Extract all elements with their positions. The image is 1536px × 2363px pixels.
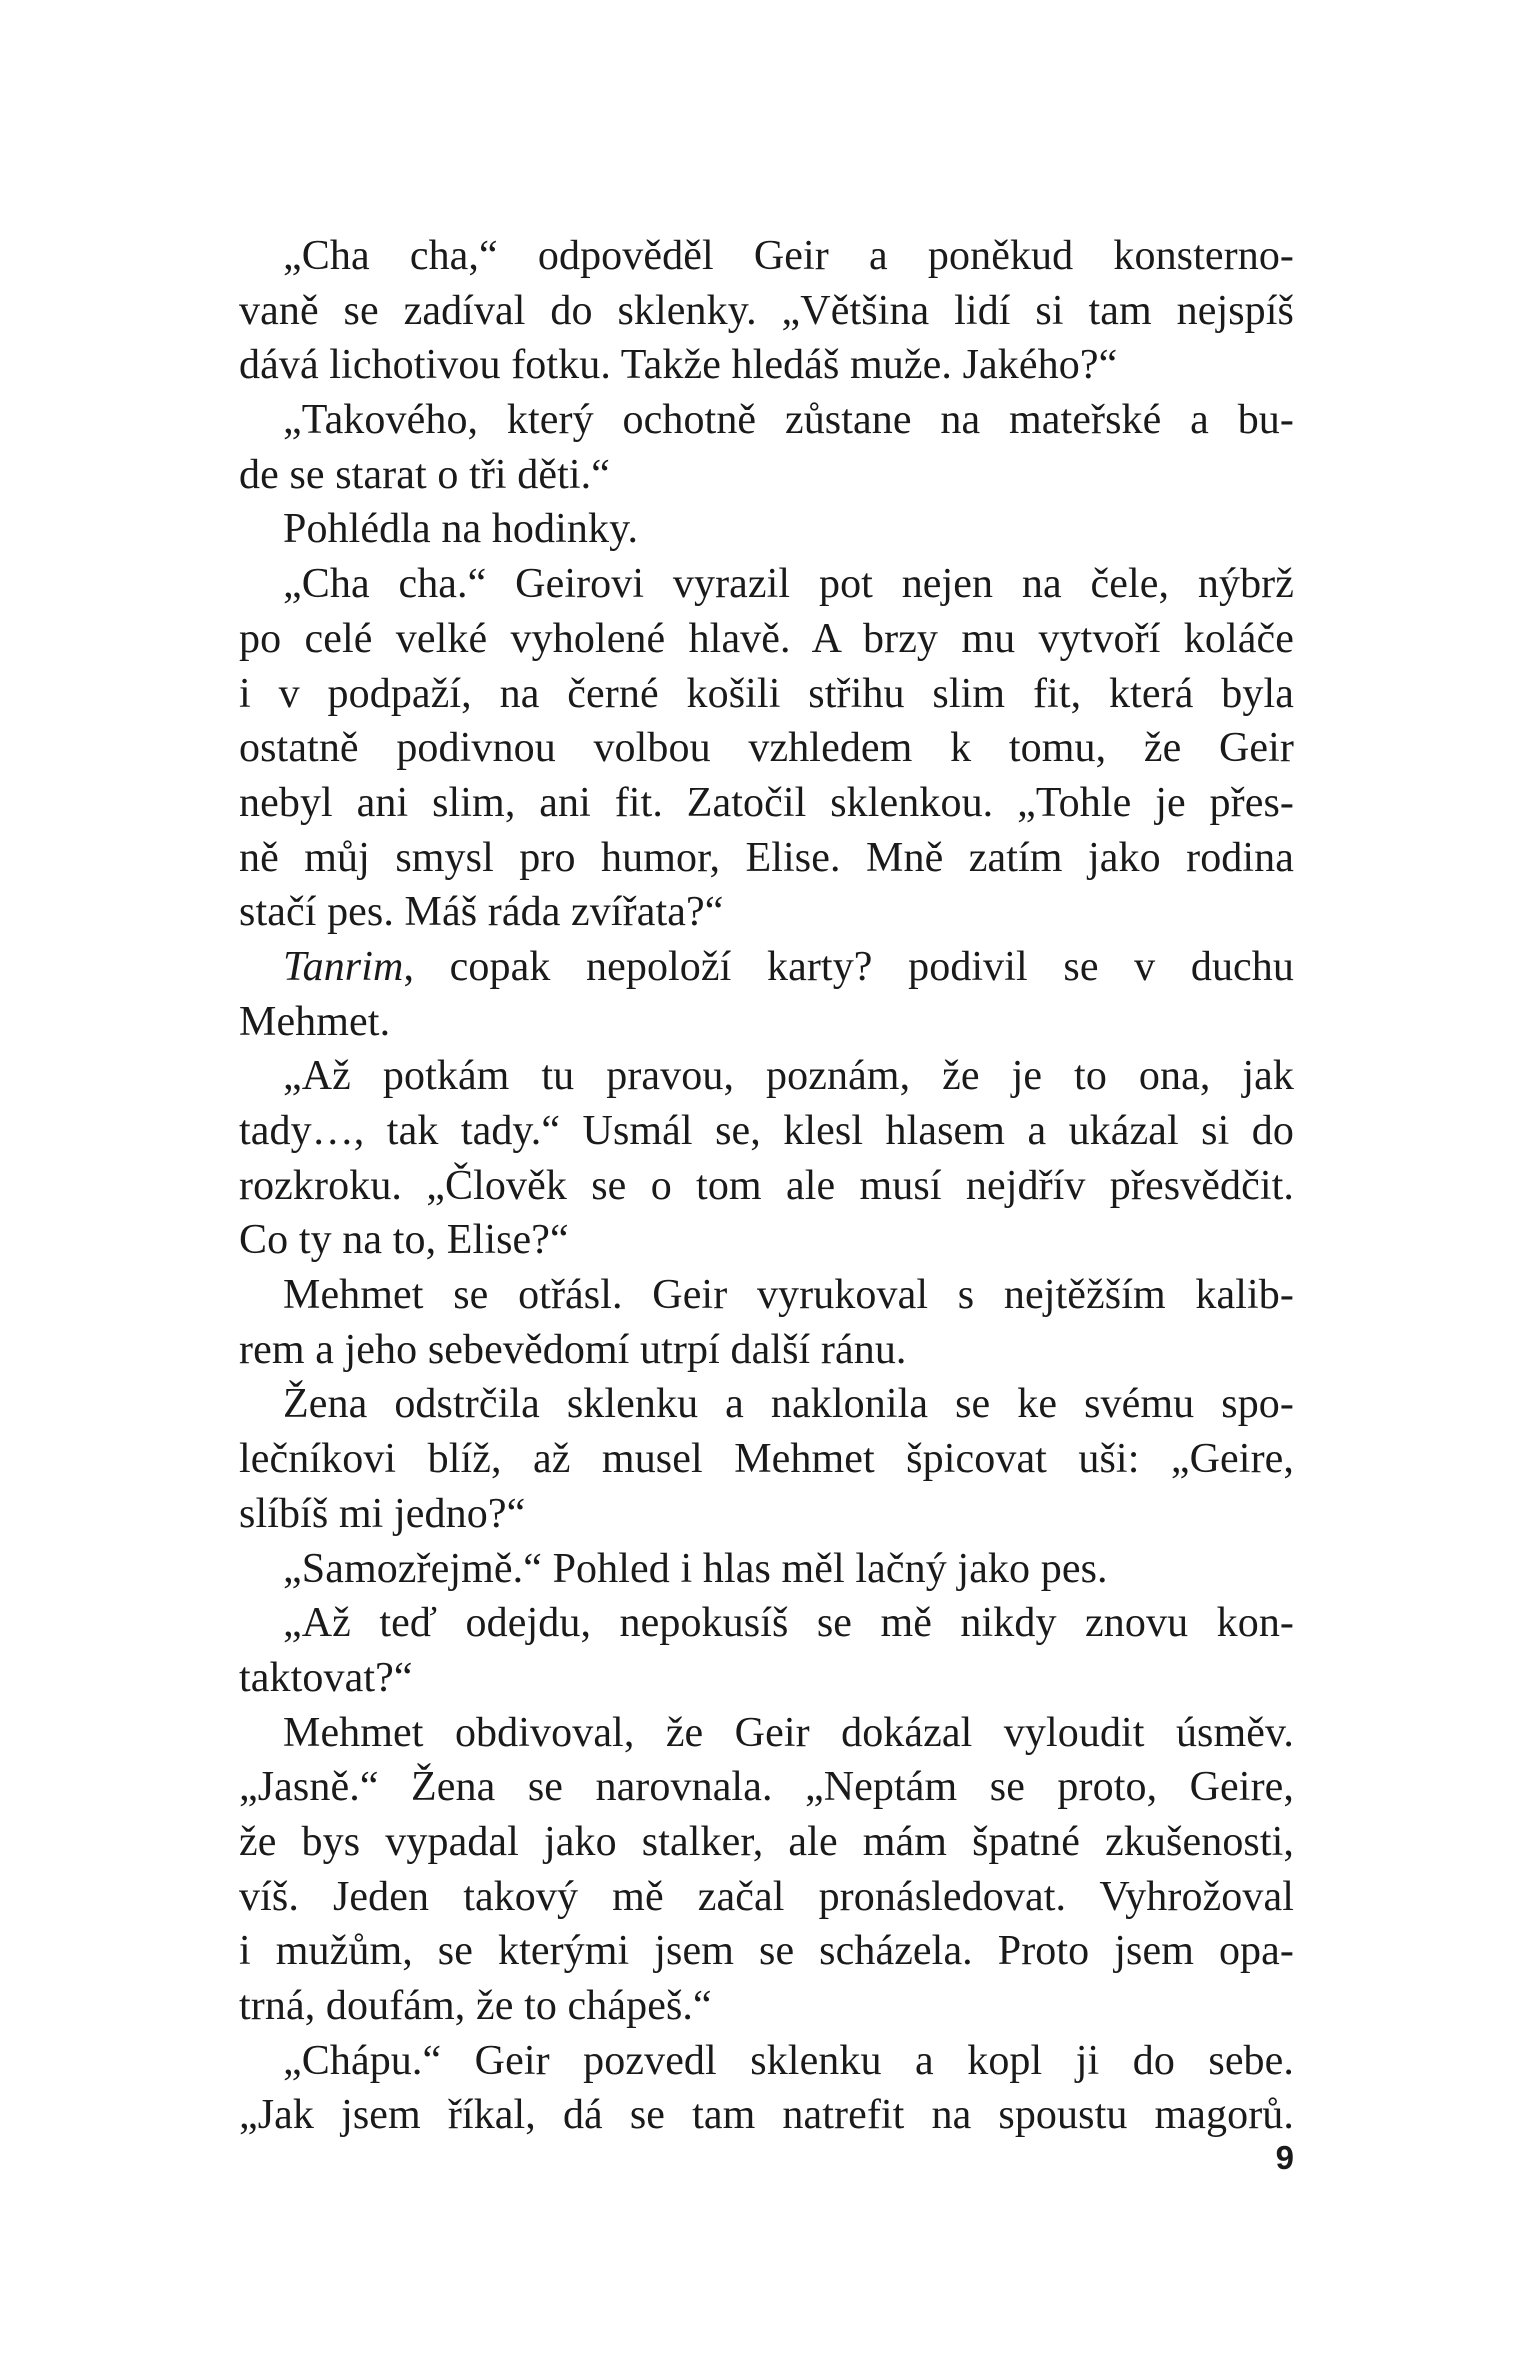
text-line: slíbíš mi jedno?“ xyxy=(239,1490,526,1537)
text-line: i mužům, se kterými jsem se scházela. Proto jsem opa- xyxy=(239,1928,1294,1975)
text-line: že bys vypadal jako stalker, ale mám špatné zkušenosti, xyxy=(239,1818,1294,1865)
text-line: Mehmet. xyxy=(239,998,391,1045)
text-line: rozkroku. „Člověk se o tom ale musí nejdřív přesvědčit. xyxy=(239,1162,1294,1209)
text-line xyxy=(239,940,1294,995)
text-line: i v podpaží, na černé košili střihu slim fit, která byla xyxy=(239,670,1294,717)
text-line: lečníkovi blíž, až musel Mehmet špicovat uši: „Geire, xyxy=(239,1436,1294,1483)
text-line: vaně se zadíval do sklenky. „Většina lidí si tam nejspíš xyxy=(239,287,1294,334)
italic-word: Tanrim xyxy=(283,943,404,990)
text-line: „Jak jsem říkal, dá se tam natrefit na spoustu magorů. xyxy=(239,2092,1294,2139)
text-line: Mehmet obdivoval, že Geir dokázal vyloudit úsměv. xyxy=(283,1709,1294,1756)
text-line: „Až potkám tu pravou, poznám, že je to ona, jak xyxy=(283,1053,1294,1100)
text-line: trná, doufám, že to chápeš.“ xyxy=(239,1983,712,2029)
text-line: rem a jeho sebevědomí utrpí další ránu. xyxy=(239,1326,907,1373)
text-line: Pohlédla na hodinky. xyxy=(283,506,639,553)
text-line: nebyl ani slim, ani fit. Zatočil sklenkou. „Tohle je přes- xyxy=(239,779,1294,826)
text-line: „Takového, který ochotně zůstane na mateřské a bu- xyxy=(283,397,1294,444)
text-line: stačí pes. Máš ráda zvířata?“ xyxy=(239,889,724,936)
text-line: de se starat o tři děti.“ xyxy=(239,451,611,498)
text-line: taktovat?“ xyxy=(239,1654,413,1701)
text-line: víš. Jeden takový mě začal pronásledovat. Vyhrožoval xyxy=(239,1873,1294,1920)
text-line: „Až teď odejdu, nepokusíš se mě nikdy znovu kon- xyxy=(283,1600,1294,1647)
text-line: ně můj smysl pro humor, Elise. Mně zatím jako rodina xyxy=(239,834,1294,881)
text-line: Mehmet se otřásl. Geir vyrukoval s nejtěžším kalib- xyxy=(283,1272,1294,1319)
book-page-text xyxy=(239,229,1294,2143)
text-line: Žena odstrčila sklenku a naklonila se ke svému spo- xyxy=(283,1381,1294,1428)
text-line: „Cha cha.“ Geirovi vyrazil pot nejen na čele, nýbrž xyxy=(283,561,1294,608)
text-line: „Samozřejmě.“ Pohled i hlas měl lačný jako pes. xyxy=(283,1545,1108,1592)
text-line: po celé velké vyholené hlavě. A brzy mu vytvoří koláče xyxy=(239,615,1294,662)
text-line: tady…, tak tady.“ Usmál se, klesl hlasem a ukázal si do xyxy=(239,1108,1294,1154)
text-line: ostatně podivnou volbou vzhledem k tomu, že Geir xyxy=(239,725,1294,772)
text-line-rest: , copak nepoloží karty? podivil se v duchu xyxy=(403,943,1294,990)
text-line: „Cha cha,“ odpověděl Geir a poněkud konsterno- xyxy=(283,233,1294,279)
text-line: Co ty na to, Elise?“ xyxy=(239,1217,569,1264)
text-line: „Jasně.“ Žena se narovnala. „Neptám se proto, Geire, xyxy=(239,1764,1294,1811)
page-number: 9 xyxy=(1275,2139,1294,2176)
text-line: dává lichotivou fotku. Takže hledáš muže. Jakého?“ xyxy=(239,342,1118,389)
text-line: „Chápu.“ Geir pozvedl sklenku a kopl ji do sebe. xyxy=(283,2037,1294,2084)
